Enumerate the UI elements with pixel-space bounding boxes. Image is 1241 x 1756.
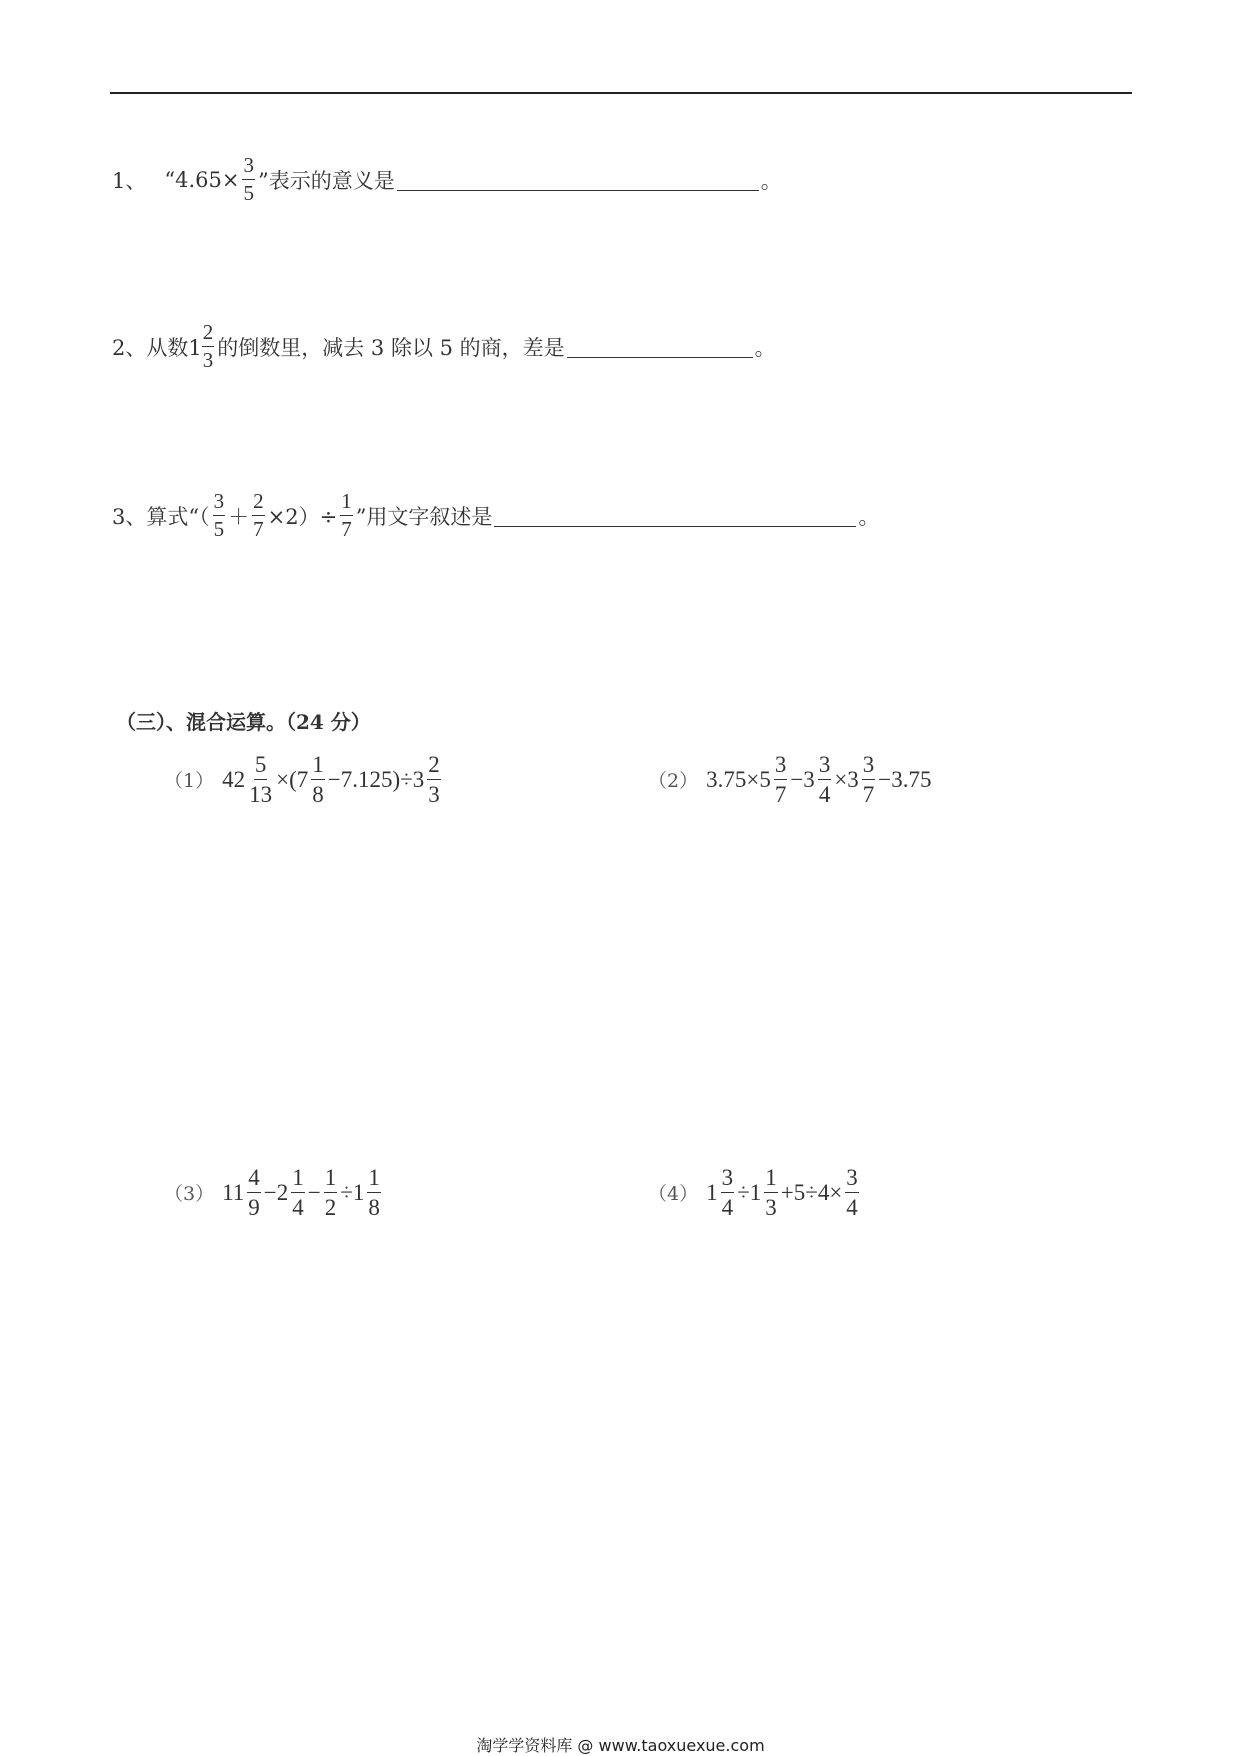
fraction: [427, 753, 441, 806]
denominator: 4: [818, 782, 831, 807]
numerator: 2: [252, 491, 265, 516]
question-text: ”用文字叙述是: [355, 504, 493, 529]
denominator: 5: [243, 181, 254, 205]
expr-part: ÷1: [737, 1179, 762, 1205]
fraction: [367, 1166, 381, 1219]
problem-label: （4）: [648, 1183, 699, 1205]
question-number: 3、: [112, 504, 147, 529]
denominator: 7: [341, 517, 352, 541]
problem-3: [164, 1166, 384, 1219]
question-text: ×2）÷: [267, 504, 338, 529]
denominator: 7: [253, 517, 264, 541]
numerator: 2: [427, 753, 441, 780]
footer-watermark: 淘学学资料库 @ www.taoxuexue.com: [476, 1736, 765, 1755]
plus-sign: ＋: [228, 504, 250, 529]
problem-1: [164, 753, 444, 806]
fraction: [248, 753, 273, 806]
question-text: 的倒数里，减去 3 除以 5 的商，差是: [217, 335, 565, 360]
fraction: [242, 155, 255, 204]
denominator: 7: [774, 782, 787, 807]
question-end: 。: [858, 504, 880, 529]
expr-part: 1: [706, 1179, 718, 1205]
denominator: 8: [312, 782, 324, 807]
numerator: 1: [340, 491, 353, 516]
fraction: [845, 1166, 859, 1219]
denominator: 9: [248, 1195, 260, 1220]
question-number: 1、: [112, 168, 147, 193]
question-text: 从数1: [146, 335, 202, 360]
section-title: （三）、混合运算。（24 分）: [116, 710, 371, 734]
numerator: 1: [324, 1166, 338, 1193]
problem-label: （2）: [648, 770, 699, 792]
fraction: [291, 1166, 305, 1219]
denominator: 4: [846, 1195, 858, 1220]
fraction: [774, 753, 788, 806]
fraction: [311, 753, 325, 806]
problem-label: （1）: [164, 770, 215, 792]
numerator: 1: [764, 1166, 778, 1193]
expr-part: −3: [790, 766, 815, 792]
denominator: 2: [324, 1195, 337, 1220]
denominator: 13: [249, 782, 273, 807]
numerator: 3: [721, 1166, 735, 1193]
expr-part: ×3: [834, 766, 859, 792]
expr-part: −2: [263, 1179, 289, 1205]
header-rule: [110, 92, 1132, 94]
denominator: 7: [862, 782, 875, 807]
question-end: 。: [754, 335, 776, 360]
numerator: 1: [367, 1166, 381, 1193]
question-end: 。: [760, 168, 782, 193]
problem-label: （3）: [164, 1183, 215, 1205]
expr-part: −: [307, 1179, 321, 1205]
expr-part: ×(7: [276, 766, 309, 792]
problem-4: [648, 1166, 862, 1219]
question-2: [112, 322, 776, 371]
question-text: “4.65×: [164, 167, 240, 192]
expr-part: ÷1: [340, 1179, 365, 1205]
fraction: [324, 1166, 338, 1219]
question-text: 算式“（: [146, 504, 210, 529]
question-3: [112, 491, 879, 540]
problem-2: [648, 753, 932, 806]
expr-part: +5÷4×: [780, 1179, 843, 1205]
numerator: 5: [254, 753, 268, 780]
fraction: [818, 753, 832, 806]
numerator: 3: [774, 753, 788, 780]
denominator: 4: [721, 1195, 734, 1220]
numerator: 4: [247, 1166, 261, 1193]
expr-part: 42: [222, 766, 246, 792]
expr-part: 3.75×5: [706, 766, 771, 792]
answer-blank[interactable]: [397, 168, 759, 191]
numerator: 3: [845, 1166, 859, 1193]
fraction: [862, 753, 876, 806]
numerator: 3: [242, 155, 255, 180]
denominator: 3: [428, 782, 440, 807]
fraction: [252, 491, 265, 540]
denominator: 8: [368, 1195, 380, 1220]
fraction: [247, 1166, 261, 1219]
fraction: [340, 491, 353, 540]
fraction: [721, 1166, 735, 1219]
denominator: 3: [202, 348, 214, 372]
denominator: 5: [213, 517, 225, 541]
answer-blank[interactable]: [567, 335, 753, 358]
numerator: 1: [311, 753, 325, 780]
answer-blank[interactable]: [494, 504, 856, 527]
denominator: 3: [765, 1195, 777, 1220]
question-number: 2、: [112, 335, 147, 360]
fraction: [202, 322, 215, 371]
question-text: ”表示的意义是: [257, 168, 395, 193]
fraction: [213, 491, 226, 540]
denominator: 4: [292, 1195, 304, 1220]
expr-part: 11: [222, 1179, 245, 1205]
numerator: 3: [862, 753, 876, 780]
numerator: 3: [818, 753, 832, 780]
expr-part: −3.75: [878, 766, 932, 792]
expr-part: −7.125)÷3: [327, 766, 425, 792]
numerator: 2: [202, 322, 215, 347]
fraction: [764, 1166, 778, 1219]
numerator: 3: [213, 491, 226, 516]
numerator: 1: [291, 1166, 305, 1193]
question-1: [112, 155, 782, 204]
